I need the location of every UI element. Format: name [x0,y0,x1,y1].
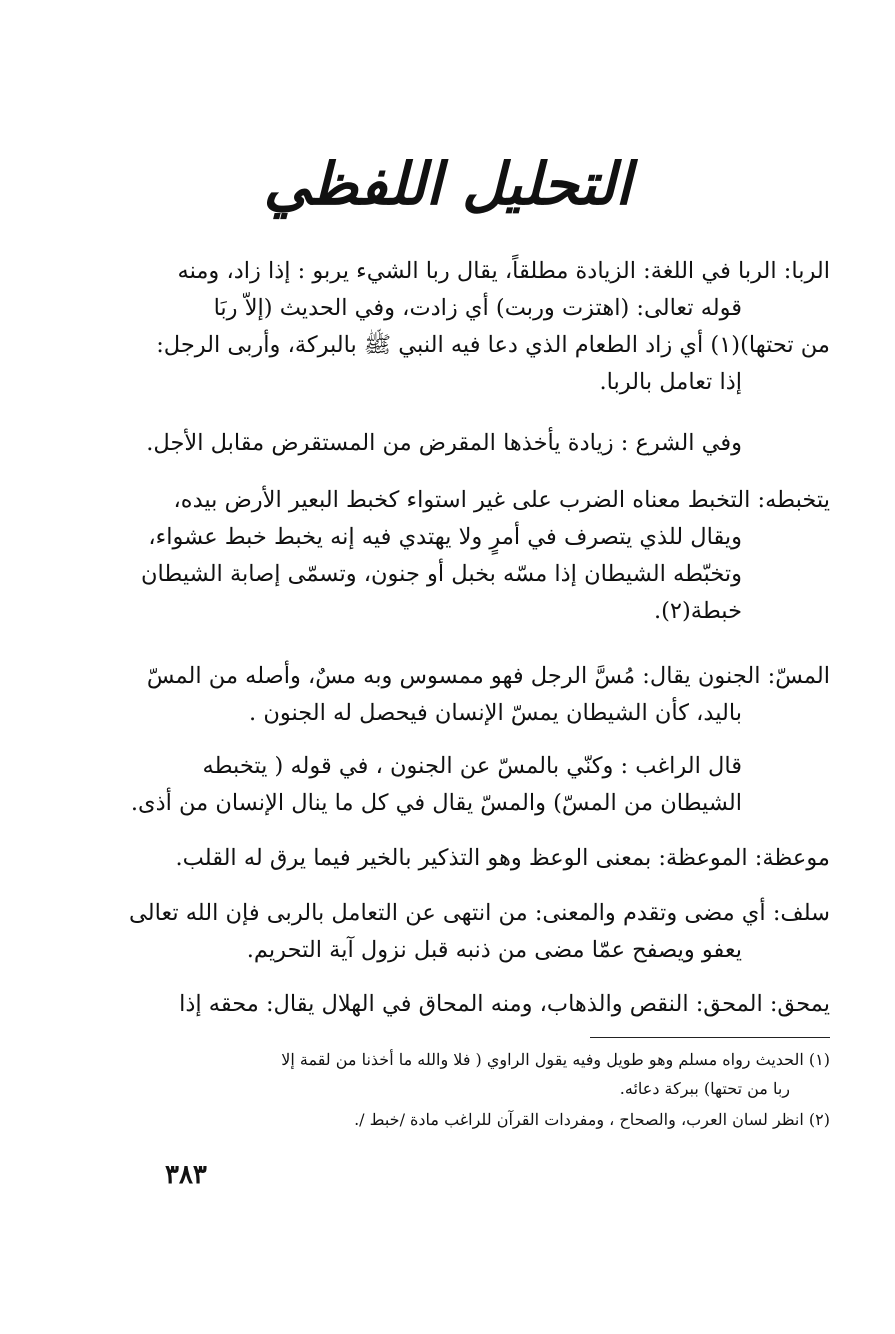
entry-line: المسّ: الجنون يقال: مُسَّ الرجل فهو ممسوس وبه مسٌ، وأصله من المسّ [146,663,830,689]
entry-line: الربا: الربا في اللغة: الزيادة مطلقاً، يقال ربا الشيء يربو : إذا زاد، ومنه [177,258,830,284]
page-number: ٣٨٣ [165,1160,207,1190]
entry-line: قال الراغب : وكنّي بالمسّ عن الجنون ، في قوله ( يتخبطه [202,753,742,779]
entry-line: خبطة(٢). [653,598,742,624]
entry-line: سلف: أي مضى وتقدم والمعنى: من انتهى عن التعامل بالربى فإن الله تعالى [129,900,830,926]
entry-line: يعفو ويصفح عمّا مضى من ذنبه قبل نزول آية التحريم. [246,937,742,963]
entry-line: من تحتها)(١) أي زاد الطعام الذي دعا فيه النبي ﷺ بالبركة، وأربى الرجل: [156,332,830,358]
entry-line: ويقال للذي يتصرف في أمرٍ ولا يهتدي فيه إنه يخبط خبط عشواء، [148,524,742,550]
entry-line: باليد، كأن الشيطان يمسّ الإنسان فيحصل له الجنون . [249,700,742,726]
footnote-line: (٢) انظر لسان العرب، والصحاح ، ومفردات القرآن للراغب مادة /خبط /. [354,1110,830,1129]
footnote-divider [590,1037,830,1038]
entry-mass [146,658,830,732]
entry-mahq [150,986,830,1023]
entry-shar [146,425,830,462]
entry-line: يتخبطه: التخبط معناه الضرب على غير استواء كخبط البعير الأرض بيده، [173,487,830,513]
footnote-line: (١) الحديث رواه مسلم وهو طويل وفيه يقول الراوي ( فلا والله ما أخذنا من لقمة إلا [281,1050,830,1069]
entry-takhabbut [141,482,830,630]
footnote-1 [150,1045,830,1103]
entry-line: وفي الشرع : زيادة يأخذها المقرض من المستقرض مقابل الأجل. [146,430,742,456]
footnote-line: ربا من تحتها) ببركة دعائه. [619,1079,790,1098]
section-title: التحليل اللفظي [263,150,632,218]
entry-line: موعظة: الموعظة: بمعنى الوعظ وهو التذكير بالخير فيما يرق له القلب. [175,845,830,871]
entry-maw [150,840,830,877]
entry-line: يمحق: المحق: النقص والذهاب، ومنه المحاق في الهلال يقال: محقه إذا [179,991,830,1017]
footnote-2 [150,1105,830,1134]
entry-line: قوله تعالى: (اهتزت وربت) أي زادت، وفي الحديث (إلاّ ربَا [213,295,742,321]
entry-salaf [129,895,830,969]
entry-riba [150,253,830,401]
entry-line: إذا تعامل بالربا. [599,369,742,395]
entry-raghib [130,748,830,822]
entry-line: الشيطان من المسّ) والمسّ يقال في كل ما ينال الإنسان من أذى. [130,790,742,816]
entry-line: وتخبّطه الشيطان إذا مسّه بخبل أو جنون، وتسمّى إصابة الشيطان [141,561,742,587]
